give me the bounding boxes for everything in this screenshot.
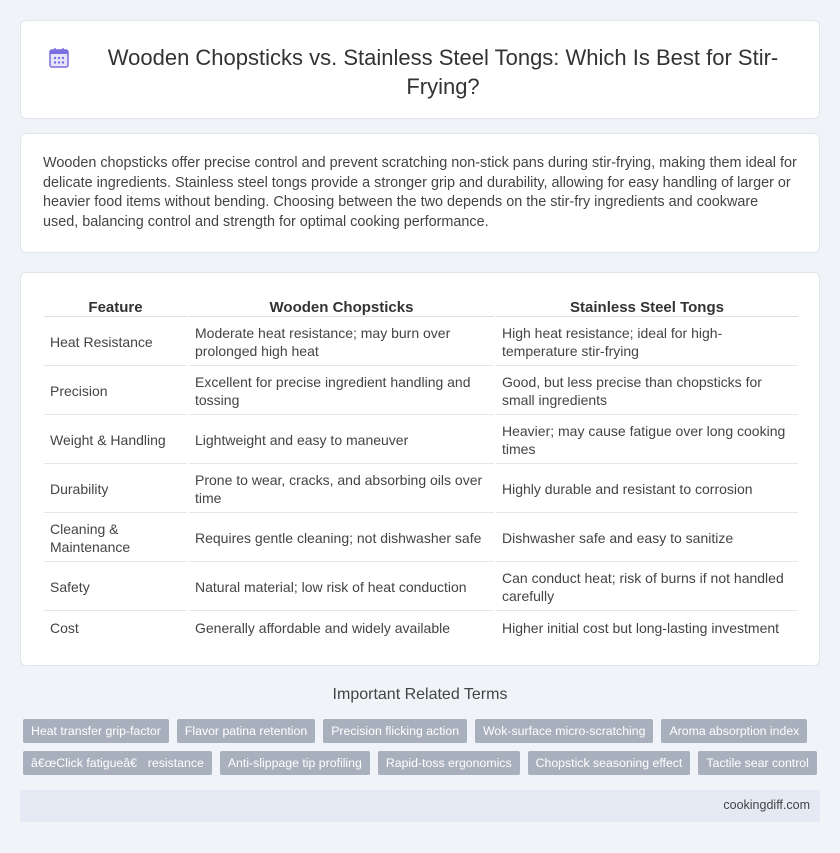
calendar-grid-icon xyxy=(47,46,71,70)
intro-card xyxy=(20,133,820,253)
tongs-cell: Dishwasher safe and easy to sanitize xyxy=(496,515,798,562)
chopsticks-cell: Excellent for precise ingredient handling and tossing xyxy=(189,368,494,415)
tongs-cell: Can conduct heat; risk of burns if not handled carefully xyxy=(496,564,798,611)
table-row xyxy=(44,613,798,643)
feature-cell: Heat Resistance xyxy=(44,319,187,366)
table-header-row xyxy=(44,295,798,317)
footer xyxy=(20,790,820,822)
table-row xyxy=(44,466,798,513)
tag-row xyxy=(23,751,823,775)
related-terms-tags xyxy=(23,719,823,783)
related-tag[interactable]: â€œClick fatigueâ€ resistance xyxy=(23,751,212,775)
tongs-cell: Good, but less precise than chopsticks for small ingredients xyxy=(496,368,798,415)
chopsticks-cell: Requires gentle cleaning; not dishwasher safe xyxy=(189,515,494,562)
related-tag[interactable]: Heat transfer grip-factor xyxy=(23,719,169,743)
related-tag[interactable]: Rapid-toss ergonomics xyxy=(378,751,520,775)
tongs-cell: Highly durable and resistant to corrosion xyxy=(496,466,798,513)
site-name[interactable]: cookingdiff.com xyxy=(723,798,810,812)
feature-cell: Precision xyxy=(44,368,187,415)
chopsticks-cell: Lightweight and easy to maneuver xyxy=(189,417,494,464)
feature-cell: Cleaning & Maintenance xyxy=(44,515,187,562)
table-row xyxy=(44,368,798,415)
tongs-cell: High heat resistance; ideal for high-temperature stir-frying xyxy=(496,319,798,366)
table-row xyxy=(44,417,798,464)
comparison-table xyxy=(42,293,800,645)
tongs-cell: Higher initial cost but long-lasting investment xyxy=(502,620,780,636)
intro-text: Wooden chopsticks offer precise control and prevent scratching non-stick pans during stir-frying, making them ideal for delicate ingredients. Stainless steel tongs provide a stronger grip and durability, allowing for easy handling of larger or heavier food items without bending. Choosing between the two depends on the stir-fry ingredients and cookware used, balancing control and strength for optimal cooking performance. xyxy=(43,155,797,230)
related-tag[interactable]: Precision flicking action xyxy=(323,719,467,743)
table-row xyxy=(44,564,798,611)
related-tag[interactable]: Aroma absorption index xyxy=(661,719,807,743)
chopsticks-cell: Natural material; low risk of heat conduction xyxy=(189,564,494,611)
chopsticks-cell: Generally affordable and widely available xyxy=(195,620,451,636)
chopsticks-cell: Prone to wear, cracks, and absorbing oils over time xyxy=(189,466,494,513)
header-feature: Feature xyxy=(44,295,187,317)
chopsticks-cell: Moderate heat resistance; may burn over prolonged high heat xyxy=(189,319,494,366)
related-terms-title: Important Related Terms xyxy=(332,686,508,703)
table-row xyxy=(44,515,798,562)
related-tag[interactable]: Chopstick seasoning effect xyxy=(528,751,691,775)
related-tag[interactable]: Flavor patina retention xyxy=(177,719,315,743)
related-tag[interactable]: Wok-surface micro-scratching xyxy=(475,719,653,743)
table-row xyxy=(44,319,798,366)
tag-row xyxy=(23,719,823,743)
header-stainless-steel-tongs: Stainless Steel Tongs xyxy=(496,295,798,317)
feature-cell: Weight & Handling xyxy=(44,417,187,464)
related-tag[interactable]: Tactile sear control xyxy=(698,751,817,775)
header-card xyxy=(20,20,820,119)
header-wooden-chopsticks: Wooden Chopsticks xyxy=(189,295,494,317)
related-tag[interactable]: Anti-slippage tip profiling xyxy=(220,751,370,775)
tongs-cell: Heavier; may cause fatigue over long cooking times xyxy=(496,417,798,464)
feature-cell: Safety xyxy=(44,564,187,611)
page-title: Wooden Chopsticks vs. Stainless Steel Tongs: Which Is Best for Stir-Frying? xyxy=(107,45,779,99)
feature-cell: Durability xyxy=(44,466,187,513)
feature-cell: Cost xyxy=(50,620,79,636)
comparison-card xyxy=(20,272,820,666)
